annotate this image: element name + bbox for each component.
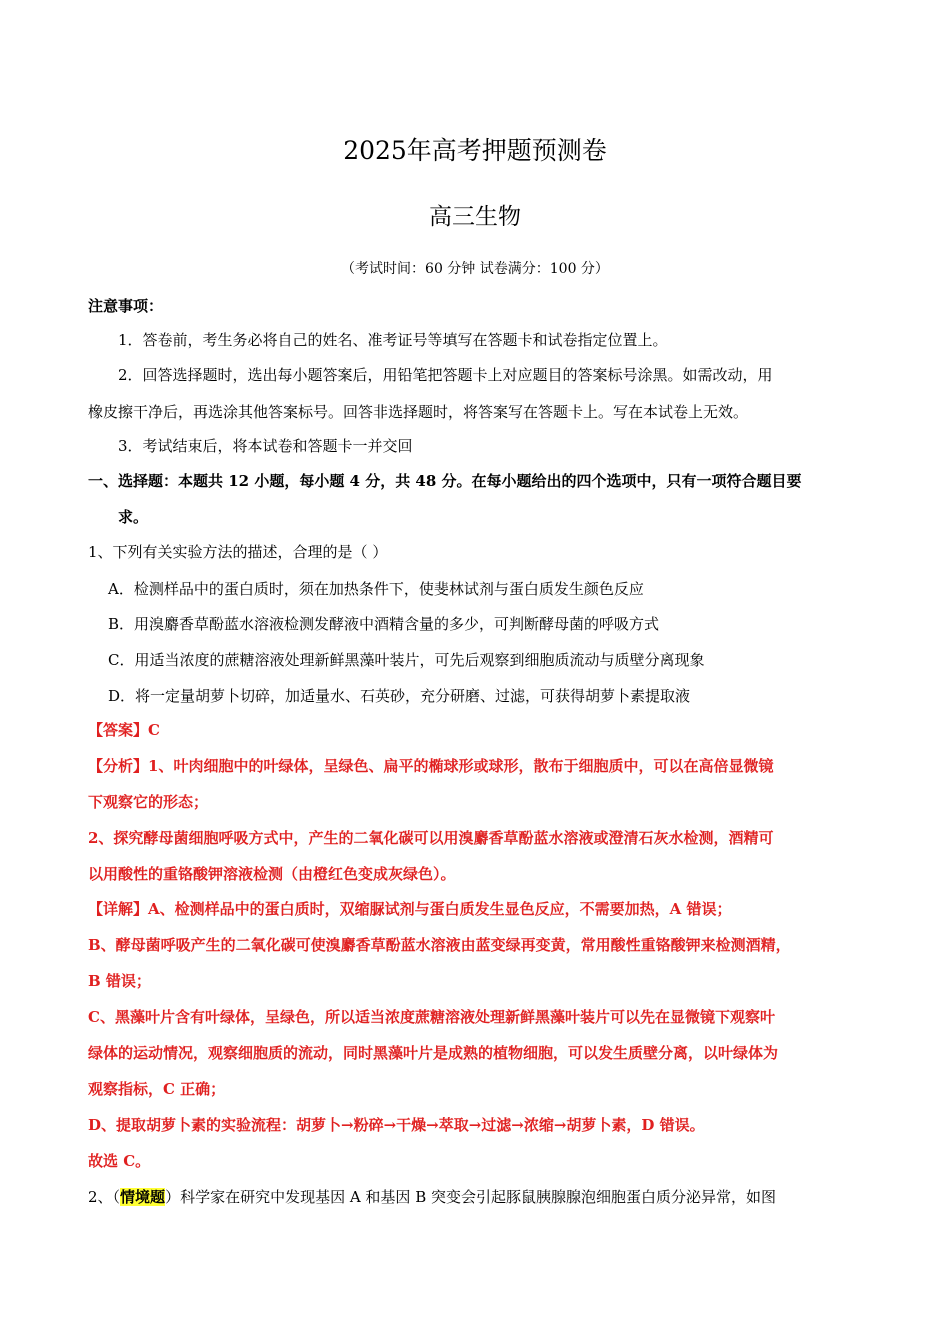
analysis-line-3: 2、探究酵母菌细胞呼吸方式中，产生的二氧化碳可以用溴麝香草酚蓝水溶液或澄清石灰水检测，酒精可 [88, 829, 774, 847]
detail-line-6: 观察指标，C 正确； [88, 1080, 226, 1098]
detail-line-2: B、酵母菌呼吸产生的二氧化碳可使溴麝香草酚蓝水溶液由蓝变绿再变黄，常用酸性重铬酸钾来检测酒精， [88, 936, 791, 954]
notice-item-2-line-2: 橡皮擦干净后，再选涂其他答案标号。回答非选择题时，将答案写在答题卡上。写在本试卷上无效。 [88, 403, 749, 421]
detail-line-3: B 错误； [88, 972, 151, 990]
question-2-text: ）科学家在研究中发现基因 A 和基因 B 突变会引起豚鼠胰腺腺泡细胞蛋白质分泌异常，如图 [165, 1188, 776, 1206]
question-1-option-c: C．用适当浓度的蔗糖溶液处理新鲜黑藻叶装片，可先后观察到细胞质流动与质壁分离现象 [108, 651, 705, 669]
question-1-conclusion: 故选 C。 [88, 1152, 151, 1170]
question-2-stem [88, 1185, 776, 1209]
question-1-stem: 1、下列有关实验方法的描述，合理的是（ ） [88, 543, 388, 561]
question-1-option-b: B．用溴麝香草酚蓝水溶液检测发酵液中酒精含量的多少，可判断酵母菌的呼吸方式 [108, 615, 660, 633]
detail-line-1: 【详解】A、检测样品中的蛋白质时，双缩脲试剂与蛋白质发生显色反应，不需要加热，A 错误； [88, 900, 732, 918]
analysis-line-4: 以用酸性的重铬酸钾溶液检测（由橙红色变成灰绿色）。 [88, 865, 456, 883]
analysis-line-2: 下观察它的形态； [88, 793, 209, 811]
exam-subject: 高三生物 [429, 204, 521, 230]
analysis-line-1: 【分析】1、叶肉细胞中的叶绿体，呈绿色、扁平的椭球形或球形，散布于细胞质中，可以在高倍显微镜 [88, 757, 774, 775]
question-1-answer: 【答案】C [88, 721, 160, 739]
section-1-heading-cont: 求。 [118, 508, 149, 526]
notice-item-3: 3．考试结束后，将本试卷和答题卡一并交回 [118, 437, 413, 455]
exam-info: （考试时间：60 分钟 试卷满分：100 分） [341, 261, 609, 277]
detail-line-4: C、黑藻叶片含有叶绿体，呈绿色，所以适当浓度蔗糖溶液处理新鲜黑藻叶装片可以先在显微镜下观察叶 [88, 1008, 775, 1026]
question-2-tag: 情境题 [120, 1188, 166, 1206]
section-1-heading: 一、选择题：本题共 12 小题，每小题 4 分，共 48 分。在每小题给出的四个选项中，只有一项符合题目要 [88, 472, 802, 490]
question-1-option-d: D．将一定量胡萝卜切碎，加适量水、石英砂，充分研磨、过滤，可获得胡萝卜素提取液 [108, 687, 691, 705]
detail-line-7: D、提取胡萝卜素的实验流程：胡萝卜→粉碎→干燥→萃取→过滤→浓缩→胡萝卜素，D 错误。 [88, 1116, 705, 1134]
detail-line-5: 绿体的运动情况，观察细胞质的流动，同时黑藻叶片是成熟的植物细胞，可以发生质壁分离，以叶绿体为 [88, 1044, 779, 1062]
question-2-prefix: 2、（ [88, 1188, 121, 1206]
question-1-option-a: A．检测样品中的蛋白质时，须在加热条件下，使斐林试剂与蛋白质发生颜色反应 [108, 580, 644, 598]
exam-title: 2025年高考押题预测卷 [343, 136, 607, 165]
notice-heading: 注意事项： [88, 297, 164, 315]
notice-item-1: 1．答卷前，考生务必将自己的姓名、准考证号等填写在答题卡和试卷指定位置上。 [118, 331, 668, 349]
notice-item-2-line-1: 2．回答选择题时，选出每小题答案后，用铅笔把答题卡上对应题目的答案标号涂黑。如需改动，用 [118, 366, 773, 384]
